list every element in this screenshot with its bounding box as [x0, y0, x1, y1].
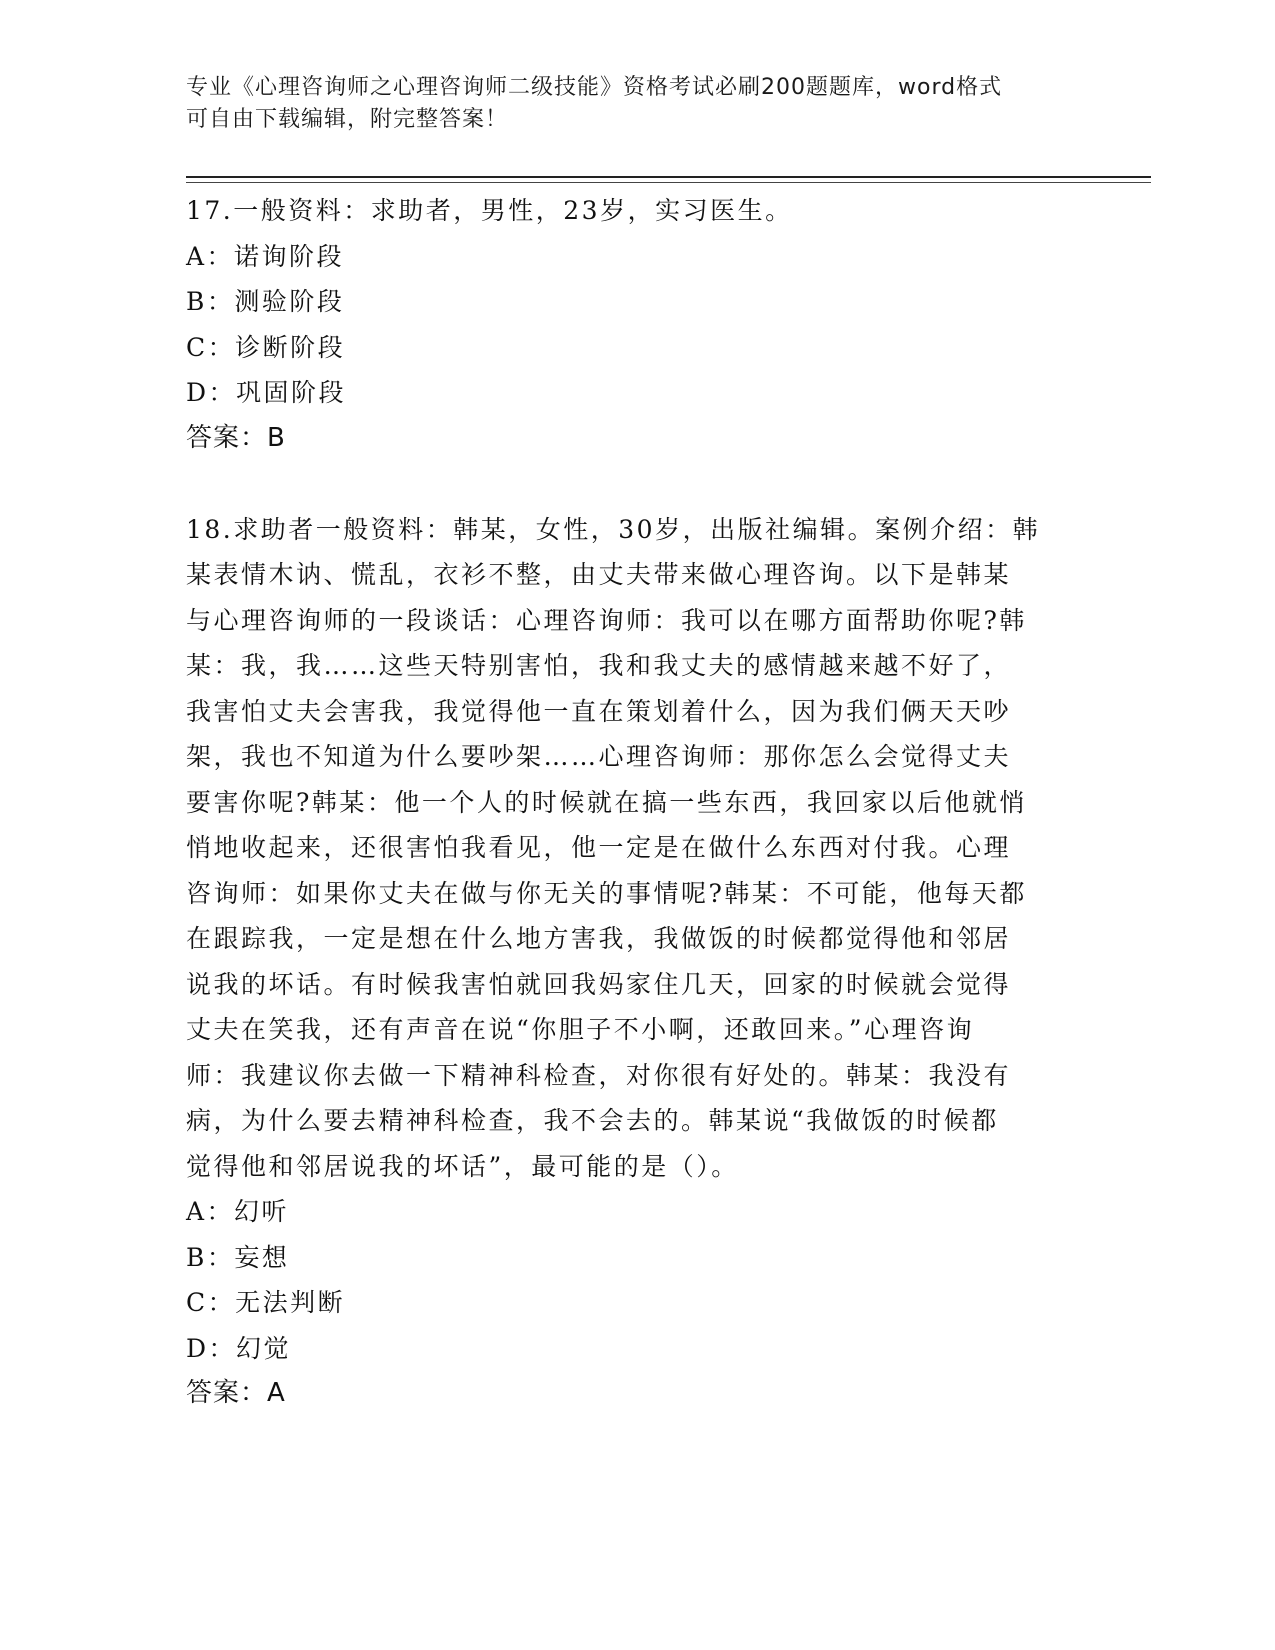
question-17-answer: 答案：B [186, 422, 286, 453]
question-18-stem-line: 说我的坏话。有时候我害怕就回我妈家住几天，回家的时候就会觉得 [186, 969, 1012, 999]
question-18-stem-line: 某表情木讷、慌乱，衣衫不整，由丈夫带来做心理咨询。以下是韩某 [186, 560, 1012, 589]
question-18-stem-line: 在跟踪我，一定是想在什么地方害我，我做饭的时候都觉得他和邻居 [186, 924, 1012, 953]
question-18-stem-line: 咨询师：如果你丈夫在做与你无关的事情呢?韩某：不可能，他每天都 [186, 878, 1027, 908]
document-header [186, 72, 1066, 136]
question-17-option-d: D：巩固阶段 [186, 378, 347, 407]
question-18-stem-line: 某：我，我……这些天特别害怕，我和我丈夫的感情越来越不好了， [186, 651, 1012, 680]
question-17-option-c: C：诊断阶段 [186, 332, 346, 362]
question-18-option-d: D：幻觉 [186, 1333, 292, 1363]
question-18-stem-line: 架，我也不知道为什么要吵架……心理咨询师：那你怎么会觉得丈夫 [186, 742, 1012, 771]
question-18-stem-line: 18.求助者一般资料：韩某，女性，30岁，出版社编辑。案例介绍：韩 [186, 514, 1041, 544]
question-18-option-b: B：妄想 [186, 1242, 290, 1272]
question-content [186, 188, 1086, 1417]
question-18-stem-line: 丈夫在笑我，还有声音在说“你胆子不小啊，还敢回来。”心理咨询 [186, 1015, 975, 1044]
header-divider-thick [186, 176, 1151, 178]
question-17 [186, 188, 1086, 461]
question-spacer [186, 461, 1086, 507]
question-18-stem-line: 我害怕丈夫会害我，我觉得他一直在策划着什么，因为我们俩天天吵 [186, 696, 1012, 726]
question-18-stem-line: 要害你呢?韩某：他一个人的时候就在搞一些东西，我回家以后他就悄 [186, 787, 1027, 817]
question-18-stem-line: 悄地收起来，还很害怕我看见，他一定是在做什么东西对付我。心理 [186, 833, 1012, 862]
question-18-option-a: A：幻听 [186, 1197, 290, 1226]
question-18-answer: 答案：A [186, 1378, 286, 1408]
question-18-stem-line: 病，为什么要去精神科检查，我不会去的。韩某说“我做饭的时候都 [186, 1106, 999, 1135]
question-18-option-c: C：无法判断 [186, 1288, 346, 1317]
question-18-stem-line: 觉得他和邻居说我的坏话”，最可能的是（）。 [186, 1151, 739, 1181]
question-17-option-a: A：诺询阶段 [186, 241, 345, 271]
question-17-option-b: B：测验阶段 [186, 287, 345, 316]
header-line-1: 专业《心理咨询师之心理咨询师二级技能》资格考试必刷200题题库，word格式 [186, 75, 1003, 100]
question-18-stem-line: 师：我建议你去做一下精神科检查，对你很有好处的。韩某：我没有 [186, 1060, 1012, 1090]
question-17-stem: 17.一般资料：求助者，男性，23岁，实习医生。 [186, 196, 793, 225]
question-18 [186, 507, 1086, 1417]
header-line-2: 可自由下载编辑，附完整答案！ [186, 107, 509, 132]
header-divider-thin [186, 182, 1151, 183]
question-18-stem-line: 与心理咨询师的一段谈话：心理咨询师：我可以在哪方面帮助你呢?韩 [186, 605, 1027, 635]
